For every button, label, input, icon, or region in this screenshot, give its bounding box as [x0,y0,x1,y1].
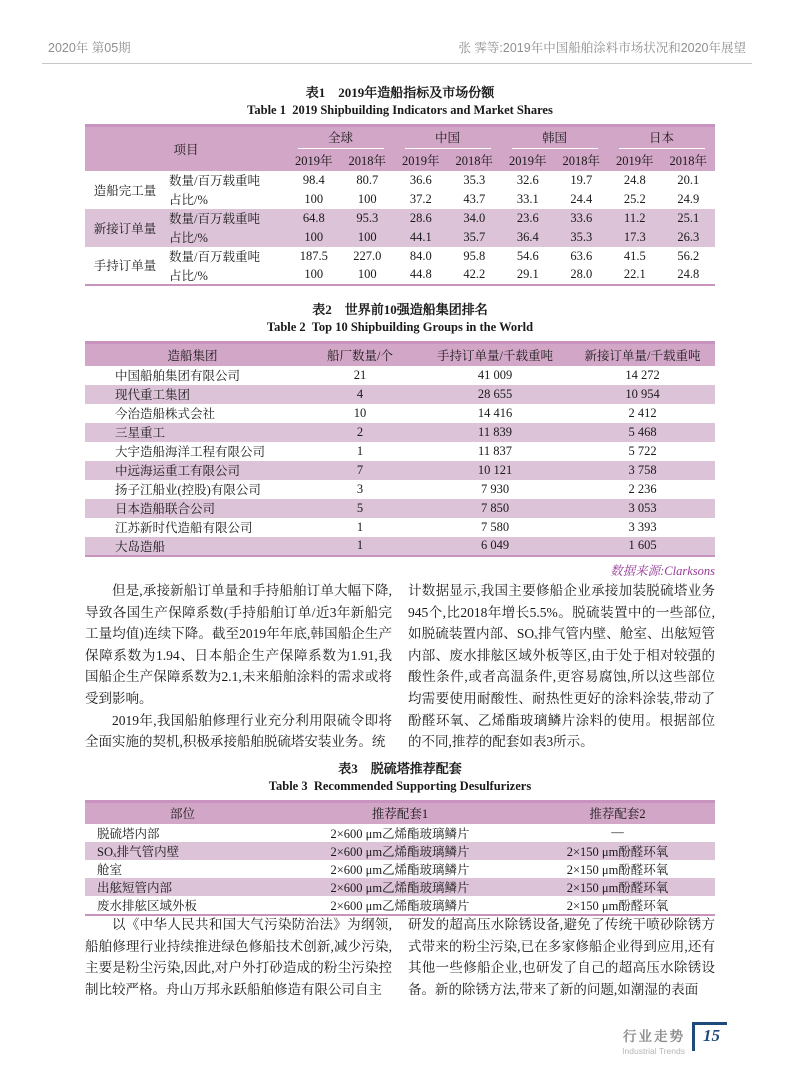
value-cell: 44.1 [394,228,448,247]
table-row [85,842,715,860]
table3-title-en: Table 3 Recommended Supporting Desulfurizers [268,779,532,793]
table-row [85,404,715,423]
value-cell: 10 954 [570,385,715,404]
value-cell: 10 121 [420,461,570,480]
col-header: 手持订单量/千载重吨 [420,343,570,366]
table-row [85,423,715,442]
col-header-year: 2018年 [448,150,502,171]
col-header: 推荐配套1 [280,802,520,824]
value-cell: 35.7 [448,228,502,247]
table-row [85,461,715,480]
paragraph: 以《中华人民共和国大气污染防治法》为纲领,船舶修理行业持续推进绿色修船技术创新,减少污染,主要是粉尘污染,因此,对户外打砂造成的粉尘污染控制比较严格。舟山万邦永跃船舶修造有限公司自主 [85,917,392,997]
value-cell: 6 049 [420,537,570,556]
value-cell: 24.8 [677,267,700,281]
paragraph: 2019年,我国船舶修理行业充分利用限硫令即将全面实施的契机,积极承接船舶脱硫塔安装业务。统 [85,712,392,750]
value-cell: 2×600 μm乙烯酯玻璃鳞片 [280,878,520,896]
value-cell: 80.7 [356,172,379,187]
value-cell: 24.8 [623,172,646,187]
header-rule [42,63,752,64]
company-cell: 江苏新时代造船有限公司 [115,521,253,535]
value-cell: 100 [341,228,395,247]
value-cell: 41.5 [623,248,646,263]
value-cell: 24.9 [677,191,700,206]
value-cell: 5 [300,499,420,518]
value-cell: 43.7 [463,191,486,206]
body-text-lower [85,914,715,1000]
value-cell: 37.2 [409,191,432,206]
col-header-item: 项目 [85,126,287,171]
page-number: 15 [703,1026,720,1045]
value-cell: 11 837 [478,443,512,458]
value-cell: 56.2 [677,248,700,263]
header-running-title: 张 霁等:2019年中国船舶涂料市场状况和2020年展望 [458,41,746,55]
table-row [85,442,715,461]
col-header-year: 2019年 [501,150,555,171]
value-cell: 100 [304,267,324,281]
table-row [85,228,715,247]
table3-header-row [85,802,715,824]
value-cell: 17.3 [608,228,662,247]
table3-title-zh: 表3 脱硫塔推荐配套 [338,761,462,776]
table-row [85,896,715,915]
page-footer [622,1022,727,1056]
value-cell: 21 [353,367,367,382]
table-row [85,878,715,896]
table-row [85,537,715,556]
table-row [85,171,715,190]
value-cell: 25.1 [662,209,716,228]
footer-section-label [622,1022,685,1056]
value-cell: 63.6 [570,248,593,263]
value-cell: 25.2 [623,191,646,206]
value-cell: 2×600 μm乙烯酯玻璃鳞片 [330,862,470,877]
value-cell: 32.6 [516,172,539,187]
value-cell: 28 655 [420,385,570,404]
text-column-left [85,914,392,1000]
value-cell: 2 412 [628,405,657,420]
value-cell: 5 722 [628,443,657,458]
table2-title-zh: 表2 世界前10强造船集团排名 [312,302,488,317]
value-cell: 2×150 μm酚醛环氧 [520,878,715,896]
value-cell: 2×600 μm乙烯酯玻璃鳞片 [280,842,520,860]
part-cell: 废水排舷区域外板 [97,898,198,913]
value-cell: 34.0 [448,209,502,228]
value-cell: 3 758 [570,461,715,480]
table-row [85,190,715,209]
value-cell: 35.3 [555,228,609,247]
value-cell: 36.6 [409,172,432,187]
value-cell: 41 009 [477,367,513,382]
value-cell: 42.2 [463,267,486,281]
company-cell: 现代重工集团 [85,385,300,404]
table2-title-en: Table 2 Top 10 Shipbuilding Groups in the World [266,320,534,334]
header-issue: 2020年 第05期 [48,41,131,55]
table3-section [85,758,715,916]
value-cell: 33.1 [516,191,539,206]
table2-header-row [85,343,715,366]
value-cell: 7 [300,461,420,480]
value-cell: 54.6 [516,248,539,263]
col-header-year: 2019年 [608,150,662,171]
value-cell: 1 605 [570,537,715,556]
table1-title-zh: 表1 2019年造船指标及市场份额 [305,85,495,100]
col-header-region: 全球 [287,126,394,150]
value-cell: 100 [287,228,341,247]
company-cell: 日本造船联合公司 [85,499,300,518]
value-cell: 3 [356,481,364,496]
col-header-year: 2018年 [662,150,716,171]
metric-cell: 占比/% [169,268,208,283]
value-cell: 4 [300,385,420,404]
group-cell: 新接订单量 [85,209,165,247]
page-header [48,38,746,64]
table-row [85,824,715,842]
col-header: 部位 [85,802,280,824]
value-cell: 29.1 [516,267,539,281]
group-cell: 造船完工量 [93,183,157,198]
col-header: 造船集团 [85,343,300,366]
company-cell: 中国船舶集团有限公司 [115,369,241,383]
value-cell: 19.7 [570,172,593,187]
value-cell: 5 468 [570,423,715,442]
part-cell: 脱硫塔内部 [97,826,160,841]
group-cell: 手持订单量 [93,259,157,273]
table-row [85,266,715,285]
table-row [85,518,715,537]
table1 [85,124,715,286]
body-text-upper [85,580,715,753]
value-cell: 100 [357,191,377,206]
company-cell: 中远海运重工有限公司 [85,461,300,480]
col-header-year: 2019年 [394,150,448,171]
value-cell: 64.8 [287,209,341,228]
table-row [85,480,715,499]
value-cell: 24.4 [570,191,593,206]
value-cell: 7 930 [480,481,510,496]
col-header-year: 2019年 [287,150,341,171]
value-cell: 33.6 [555,209,609,228]
metric-cell: 数量/百万载重吨 [169,250,260,264]
value-cell: 36.4 [501,228,555,247]
company-cell: 今治造船株式会社 [115,407,216,421]
value-cell: 7 850 [420,499,570,518]
text-column-left [85,580,392,753]
value-cell: 14 272 [625,367,660,382]
value-cell: 7 580 [480,519,510,534]
value-cell: 11.2 [608,209,662,228]
table1-header-row [85,126,715,150]
table-row [85,499,715,518]
paragraph: 计数据显示,我国主要修船企业承接加装脱硫塔业务945个,比2018年增长5.5%。脱硫装置中的一些部位,如脱硫装置内部、SOₓ排气管内壁、舱室、出舷短管内部、废水排舷区域外板等区,由于处于相对较强的酸性条件,或者高温条件,更容易腐蚀,所以这些部位均需要使用耐酸性、耐热性更好的涂料涂装,带动了酚醛环氧、乙烯酯玻璃鳞片涂料的使用。根据部位的不同,推荐的配套如表3所示。 [408,583,715,750]
value-cell: 2×150 μm酚醛环氧 [520,842,715,860]
value-cell: 10 [353,405,367,420]
text-column-right [408,580,715,753]
table3 [85,800,715,916]
value-cell: 227.0 [353,248,382,263]
table-row [85,385,715,404]
part-cell: 出舷短管内部 [85,878,280,896]
col-header-region: 中国 [394,126,501,150]
value-cell: 187.5 [299,248,328,263]
paragraph: 但是,承接新船订单量和手持船舶订单大幅下降,导致各国生产保障系数(手持船舶订单/近3年新船完工量均值)连续下降。截至2019年年底,韩国船企生产保障系数为1.94、日本船企生产保障系数为1.91,我国船企生产保障系数为2.1,未来船舶涂料的需求或将受到影响。 [85,583,392,706]
col-header-year: 2018年 [341,150,395,171]
col-header-region: 韩国 [501,126,608,150]
value-cell: 2×150 μm酚醛环氧 [566,862,669,877]
value-cell: 23.6 [501,209,555,228]
value-cell: 35.3 [463,172,486,187]
col-header: 推荐配套2 [520,802,715,824]
part-cell: 舱室 [97,862,123,877]
value-cell: 14 416 [477,405,513,420]
metric-cell: 占比/% [169,193,208,207]
value-cell: 2×600 μm乙烯酯玻璃鳞片 [330,898,470,913]
text-column-right [408,914,715,1000]
value-cell: 1 [300,537,420,556]
value-cell: 95.3 [341,209,395,228]
value-cell: 2×150 μm酚醛环氧 [566,898,669,913]
col-header: 船厂数量/个 [300,343,420,366]
value-cell: 28.6 [394,209,448,228]
table-row [85,209,715,228]
footer-section-zh: 行业走势 [623,1029,685,1044]
table2-section [85,299,715,579]
value-cell: 22.1 [623,267,646,281]
value-cell: 3 053 [570,499,715,518]
table-row [85,366,715,385]
value-cell: 1 [356,443,364,458]
table1-title-en: Table 1 2019 Shipbuilding Indicators and Market Shares [247,103,553,117]
col-header-region: 日本 [608,126,715,150]
value-cell: 44.8 [409,267,432,281]
company-cell: 扬子江船业(控股)有限公司 [115,483,261,497]
table-row [85,860,715,878]
table2 [85,341,715,557]
value-cell: 26.3 [662,228,716,247]
footer-section-en: Industrial Trends [622,1046,685,1056]
part-cell: SOₓ排气管内壁 [85,842,280,860]
value-cell: 1 [356,519,364,534]
company-cell: 大岛造船 [85,537,300,556]
value-cell: — [611,825,624,839]
value-cell: 95.8 [463,248,486,263]
value-cell: 2 236 [628,481,657,496]
table1-section [85,82,715,286]
company-cell: 大宇造船海洋工程有限公司 [115,445,266,459]
page-number-bracket [692,1022,727,1051]
value-cell: 2×600 μm乙烯酯玻璃鳞片 [330,826,470,841]
company-cell: 三星重工 [85,423,300,442]
value-cell: 3 393 [628,519,657,534]
table-row [85,247,715,266]
paragraph: 研发的超高压水除锈设备,避免了传统干喷砂除锈方式带来的粉尘污染,已在多家修船企业得到应用,还有其他一些修船企业,也研发了自己的超高压水除锈设备。新的除锈方法,带来了新的问题,如潮湿的表面 [408,917,715,997]
value-cell: 84.0 [409,248,432,263]
value-cell: 11 839 [420,423,570,442]
value-cell: 2 [300,423,420,442]
value-cell: 98.4 [302,172,325,187]
value-cell: 100 [304,191,324,206]
col-header-year: 2018年 [555,150,609,171]
value-cell: 28.0 [570,267,593,281]
metric-cell: 占比/% [165,228,287,247]
metric-cell: 数量/百万载重吨 [169,174,260,188]
col-header: 新接订单量/千载重吨 [570,343,715,366]
metric-cell: 数量/百万载重吨 [165,209,287,228]
value-cell: 100 [357,267,377,281]
value-cell: 20.1 [677,172,700,187]
data-source-note: 数据来源:Clarksons [610,563,715,578]
